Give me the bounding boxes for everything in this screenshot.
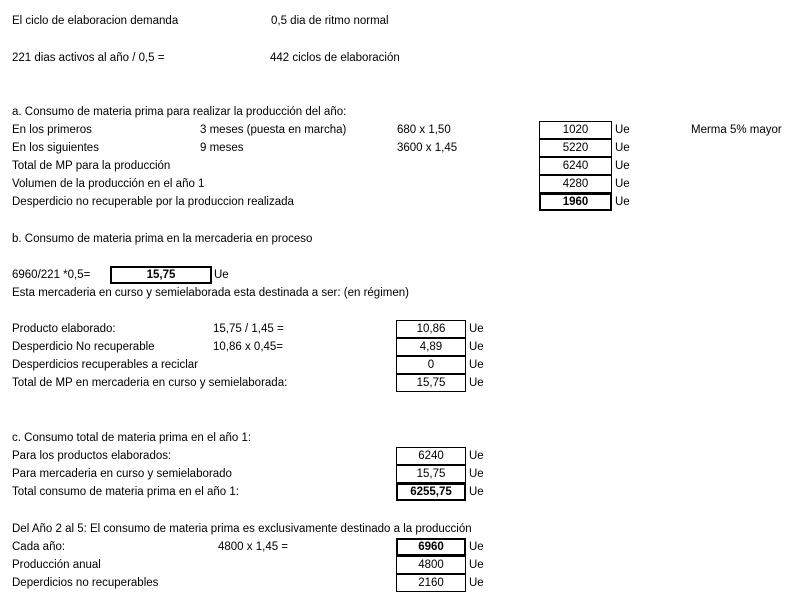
- section-d-title: Del Año 2 al 5: El consumo de materia prima es exclusivamente destinado a la producción: [12, 523, 472, 535]
- value-cell: 10,86: [396, 320, 466, 338]
- section-b-subtitle: Esta mercaderia en curso y semielaborada esta destinada a ser: (en régimen): [12, 287, 409, 299]
- row-label: Total de MP para la producción: [12, 160, 171, 172]
- unit-label: Ue: [469, 323, 484, 335]
- row-calc: 680 x 1,50: [397, 124, 451, 136]
- row-label: Producto elaborado:: [12, 323, 116, 335]
- row-label: Desperdicio No recuperable: [12, 341, 155, 353]
- cycle-value: 0,5 dia de ritmo normal: [271, 15, 389, 27]
- row-label: Para mercaderia en curso y semielaborado: [12, 468, 232, 480]
- value-cell: 1020: [539, 121, 612, 139]
- row-label: Desperdicios recuperables a reciclar: [12, 359, 198, 371]
- row-period: 3 meses (puesta en marcha): [200, 124, 347, 136]
- row-period: 9 meses: [200, 142, 244, 154]
- section-a-title: a. Consumo de materia prima para realizar la producción del año:: [12, 106, 347, 118]
- days-formula: 221 dias activos al año / 0,5 =: [12, 52, 165, 64]
- formula-label: 6960/221 *0,5=: [12, 269, 91, 281]
- value-cell: 6960: [396, 538, 466, 556]
- row-label: Total de MP en mercaderia en curso y semielaborada:: [12, 377, 288, 389]
- unit-label: Ue: [615, 160, 630, 172]
- unit-label: Ue: [469, 486, 484, 498]
- value-cell: 5220: [539, 139, 612, 157]
- cycle-label: El ciclo de elaboracion demanda: [12, 15, 179, 27]
- unit-label: Ue: [615, 178, 630, 190]
- total-value-cell: 1960: [539, 193, 612, 211]
- merma-note: Merma 5% mayor: [691, 124, 782, 136]
- row-label: En los primeros: [12, 124, 92, 136]
- unit-label: Ue: [469, 577, 484, 589]
- value-cell: 4800: [396, 556, 466, 574]
- row-calc: 10,86 x 0,45=: [213, 341, 284, 353]
- row-label: Volumen de la producción en el año 1: [12, 178, 205, 190]
- unit-label: Ue: [615, 142, 630, 154]
- unit-label: Ue: [469, 450, 484, 462]
- row-label: Producción anual: [12, 559, 101, 571]
- value-cell: 4280: [539, 175, 612, 193]
- unit-label: Ue: [615, 196, 630, 208]
- days-result: 442 ciclos de elaboración: [270, 52, 400, 64]
- section-b-title: b. Consumo de materia prima en la mercaderia en proceso: [12, 233, 313, 245]
- value-cell: 15,75: [396, 465, 466, 483]
- unit-label: Ue: [469, 341, 484, 353]
- value-cell: 0: [396, 356, 466, 374]
- value-cell: 4,89: [396, 338, 466, 356]
- unit-label: Ue: [469, 559, 484, 571]
- row-calc: 3600 x 1,45: [397, 142, 458, 154]
- unit-label: Ue: [214, 269, 229, 281]
- row-calc: 4800 x 1,45 =: [218, 541, 289, 553]
- unit-label: Ue: [469, 468, 484, 480]
- unit-label: Ue: [469, 359, 484, 371]
- value-cell: 2160: [396, 574, 466, 592]
- value-cell: 6240: [539, 157, 612, 175]
- section-c-title: c. Consumo total de materia prima en el año 1:: [12, 432, 252, 444]
- value-cell: 15,75: [396, 374, 466, 392]
- total-value-cell: 6255,75: [396, 483, 466, 501]
- row-label: Desperdicio no recuperable por la produccion realizada: [12, 196, 294, 208]
- unit-label: Ue: [469, 541, 484, 553]
- row-label: Cada año:: [12, 541, 66, 553]
- formula-value-cell: 15,75: [110, 266, 212, 284]
- value-cell: 6240: [396, 447, 466, 465]
- unit-label: Ue: [615, 124, 630, 136]
- row-label: En los siguientes: [12, 142, 99, 154]
- row-label: Para los productos elaborados:: [12, 450, 172, 462]
- row-label: Total consumo de materia prima en el año 1:: [12, 486, 239, 498]
- row-label: Deperdicios no recuperables: [12, 577, 159, 589]
- row-calc: 15,75 / 1,45 =: [213, 323, 284, 335]
- unit-label: Ue: [469, 377, 484, 389]
